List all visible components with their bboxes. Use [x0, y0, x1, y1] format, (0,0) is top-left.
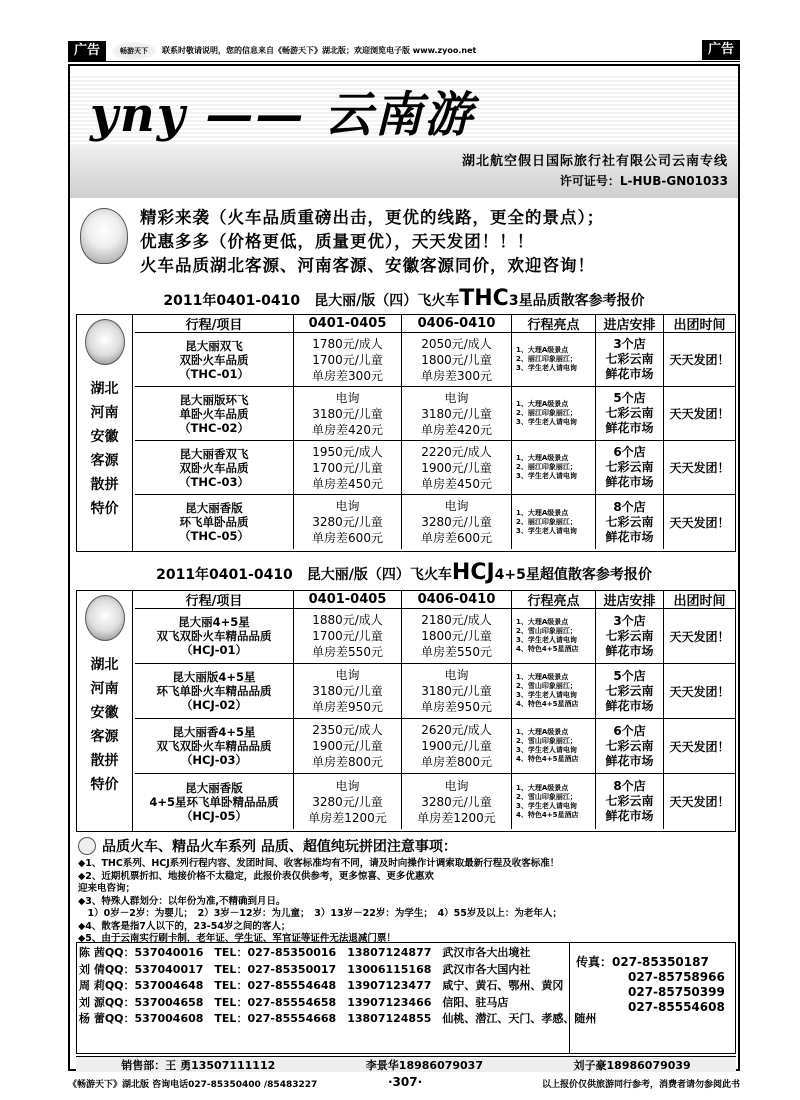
route-name-line: 昆大丽版4+5星	[172, 670, 256, 684]
price-line: 单房差600元	[312, 531, 383, 545]
highlights	[511, 664, 595, 718]
column-header: 0401-0405	[293, 591, 401, 608]
route-name	[135, 774, 293, 829]
highlight-line: 4、特色4+5星酒店	[516, 810, 579, 819]
price-line: 1700元/儿童	[312, 352, 383, 367]
price-line: 单房差450元	[421, 476, 492, 491]
highlight-line: 2、丽江印象丽江；	[516, 463, 577, 471]
shop-line: 鲜花市场	[605, 529, 654, 544]
price-line: 1800元/儿童	[421, 629, 492, 643]
price-line: 单房差600元	[421, 531, 492, 545]
route-name-line: （THC-02）	[179, 420, 249, 435]
highlight-line: 1、大理A级景点	[516, 728, 569, 736]
column-header: 行程/项目	[135, 591, 293, 608]
price-line: 2350元/成人	[312, 723, 383, 737]
fax-line-1: 传真：027-85350187	[576, 955, 709, 969]
table-header-row	[135, 591, 735, 609]
table-row	[135, 774, 735, 829]
side-text: 安徽	[90, 429, 119, 445]
hcj-price-table	[76, 590, 736, 832]
highlight-line: 4、特色4+5星酒店	[516, 700, 579, 708]
route-name-line: （HCJ-03）	[180, 753, 248, 767]
route-name-line: 双卧火车品质	[179, 352, 249, 367]
page-number: ·307·	[388, 1075, 423, 1089]
price-line: 单房差950元	[421, 700, 492, 714]
promo-line-3: 火车品质湖北客源、河南客源、安徽客源同价，欢迎咨询！	[140, 256, 595, 275]
route-name	[135, 664, 293, 718]
side-text: 湖北	[90, 657, 119, 673]
highlight-line: 2、雪山印象丽江；	[516, 792, 577, 801]
shop-line: 8个店	[613, 499, 646, 514]
route-name-line: 环飞单卧火车精品品质	[156, 684, 272, 698]
shop-line: 6个店	[613, 445, 646, 459]
departure: 天天发团！	[663, 719, 735, 773]
price-line: 单房差550元	[421, 645, 492, 659]
thc-side-label	[77, 315, 133, 551]
side-text: 安徽	[90, 705, 119, 721]
route-name-line: 昆大丽4+5星	[178, 615, 250, 629]
highlight-line: 1、大理A级景点	[516, 508, 569, 517]
price-line: 2050元/成人	[421, 336, 492, 351]
route-name-line: （HCJ-01）	[180, 643, 248, 657]
price-line: 3180元/儿童	[421, 406, 492, 421]
price-line: 电询	[335, 499, 360, 513]
highlight-line: 1、大理A级景点	[516, 400, 569, 408]
company-name: 湖北航空假日国际旅行社有限公司云南专线	[461, 154, 728, 169]
price-line: 1700元/儿童	[312, 629, 383, 643]
side-text: 特价	[90, 501, 119, 517]
notice-section	[78, 836, 728, 946]
route-name-line: （HCJ-02）	[180, 698, 248, 712]
route-name	[135, 333, 293, 386]
price-line: 1900元/儿童	[421, 460, 492, 475]
side-text: 客源	[90, 453, 119, 469]
price-line: 1880元/成人	[312, 613, 383, 627]
notice-item: 1）0岁－2岁：为婴儿； 2）3岁－12岁：为儿童； 3）13岁－22岁：为学生； 4）55岁及以上：为老年人；	[78, 908, 562, 919]
price-line: 单房差950元	[312, 700, 383, 714]
top-bar	[68, 40, 740, 62]
contact-row: 周 莉QQ：537004648 TEL：027-85554648 13907123477 咸宁、黄石、鄂州、黄冈	[79, 979, 564, 992]
highlight-line: 1、大理A级景点	[516, 783, 569, 792]
price-line: 3180元/儿童	[421, 684, 492, 698]
highlights	[511, 333, 595, 386]
column-header: 出团时间	[663, 315, 735, 332]
notice-item: ◆3、特殊人群划分：以年份为准,不精确到月日。	[78, 895, 286, 907]
price-period-1	[293, 333, 401, 386]
price-period-1	[293, 387, 401, 440]
shop-line: 七彩云南	[605, 628, 654, 643]
contact-row: 刘 倩QQ：537040017 TEL：027-85350017 13006115168 武汉市各大国内社	[79, 962, 531, 976]
shop-line: 8个店	[613, 779, 646, 793]
route-name	[135, 495, 293, 549]
price-period-1	[293, 719, 401, 773]
route-name-line: 单卧火车品质	[179, 406, 249, 421]
price-line: 1900元/儿童	[312, 739, 383, 753]
price-line: 1900元/儿童	[421, 739, 492, 753]
highlight-line: 3、学生老人请电询	[516, 364, 577, 372]
notice-item: ◆1、THC系列、HCJ系列行程内容、发团时间、收客标准均有不同，请及时向操作计调索取最新行程及收客标准！	[78, 858, 560, 869]
column-header: 0406-0410	[401, 315, 511, 332]
route-name-line: （THC-05）	[179, 529, 249, 543]
price-line: 3180元/儿童	[312, 406, 383, 421]
notice-item: 迎来电咨询；	[78, 883, 136, 894]
route-name-line: （THC-01）	[179, 366, 249, 381]
shop-line: 七彩云南	[605, 514, 654, 529]
price-period-2	[401, 495, 511, 549]
price-line: 电询	[335, 390, 360, 405]
highlights	[511, 387, 595, 440]
price-line: 3180元/儿童	[312, 684, 383, 698]
highlight-line: 3、学生老人请电询	[516, 801, 577, 810]
price-line: 3280元/儿童	[421, 515, 492, 529]
departure: 天天发团！	[663, 609, 735, 663]
price-period-2	[401, 441, 511, 494]
table-row	[135, 387, 735, 441]
price-line: 电询	[444, 778, 469, 793]
highlight-line: 4、特色4+5星酒店	[516, 755, 579, 763]
shop-line: 鲜花市场	[605, 809, 654, 823]
shopping	[595, 441, 663, 494]
price-line: 单房差300元	[421, 368, 492, 383]
fax-block	[569, 943, 735, 1053]
header-banner	[70, 66, 738, 198]
footer-left: 《畅游天下》湖北版 咨询电话027-85350400 /85483227	[68, 1080, 318, 1090]
price-period-1	[293, 774, 401, 829]
shopping	[595, 719, 663, 773]
price-line: 1950元/成人	[312, 444, 383, 459]
notice-item: ◆2、近期机票折扣、地接价格不太稳定，此报价表仅供参考，更多惊喜、更多优惠欢	[78, 870, 434, 882]
highlight-line: 2、雪山印象丽江；	[516, 682, 577, 690]
highlight-line: 1、大理A级景点	[516, 673, 569, 681]
highlight-line: 3、学生老人请电询	[516, 472, 577, 480]
column-header: 出团时间	[663, 591, 735, 608]
shop-line: 七彩云南	[605, 738, 654, 753]
highlight-line: 3、学生老人请电询	[516, 636, 577, 644]
shop-line: 鲜花市场	[605, 367, 654, 381]
route-name	[135, 719, 293, 773]
price-line: 2620元/成人	[421, 723, 492, 737]
notice-title: 品质火车、精品火车系列 品质、超值纯玩拼团注意事项：	[102, 839, 457, 855]
contacts-box	[76, 942, 736, 1054]
brand-title: yny —— 云南游	[90, 87, 475, 143]
column-header: 行程亮点	[511, 315, 595, 332]
ad-tag-right: 广告	[702, 40, 740, 60]
price-period-2	[401, 664, 511, 718]
price-period-2	[401, 719, 511, 773]
sales-contact: 刘子豪18986079039	[573, 1059, 691, 1072]
highlight-line: 2、丽江印象丽江；	[516, 355, 577, 363]
route-name-line: 昆大丽香4+5星	[172, 725, 256, 739]
ad-frame	[68, 64, 740, 1071]
notice-item: ◆5、由于云南实行刷卡制，老年证、学生证、军官证等证件无法退减门票！	[78, 933, 396, 944]
shop-line: 鲜花市场	[605, 698, 654, 713]
highlight-line: 1、大理A级景点	[516, 346, 569, 354]
column-header: 进店安排	[595, 315, 663, 332]
shopping	[595, 609, 663, 663]
highlight-line: 3、学生老人请电询	[516, 418, 577, 426]
price-line: 3280元/儿童	[312, 794, 383, 809]
price-period-2	[401, 774, 511, 829]
price-line: 电询	[444, 499, 469, 513]
route-name	[135, 609, 293, 663]
shop-line: 3个店	[613, 337, 646, 351]
shop-line: 5个店	[613, 391, 646, 405]
price-period-2	[401, 387, 511, 440]
shop-line: 鲜花市场	[605, 421, 654, 435]
route-name-line: 双卧火车品质	[179, 460, 249, 475]
shopping	[595, 387, 663, 440]
highlight-line: 4、特色4+5星酒店	[516, 645, 579, 653]
page-footer	[68, 1077, 740, 1091]
price-line: 单房差550元	[312, 645, 383, 659]
side-text: 河南	[90, 405, 119, 421]
highlight-line: 1、大理A级景点	[516, 454, 569, 462]
departure: 天天发团！	[663, 774, 735, 829]
departure: 天天发团！	[663, 664, 735, 718]
price-line: 单房差420元	[312, 422, 383, 437]
highlight-line: 3、学生老人请电询	[516, 746, 577, 754]
price-period-2	[401, 333, 511, 386]
price-line: 2220元/成人	[421, 444, 492, 459]
side-text: 客源	[90, 729, 119, 745]
footer-right: 以上报价仅供旅游同行参考，消费者请勿参阅此书	[541, 1080, 740, 1090]
highlight-line: 1、大理A级景点	[516, 618, 569, 626]
shopping	[595, 495, 663, 549]
side-text: 河南	[90, 681, 119, 697]
promo-line-1: 精彩来袭（火车品质重磅出击，更优的线路，更全的景点）；	[140, 208, 605, 227]
shopping	[595, 333, 663, 386]
price-line: 单房差800元	[421, 755, 492, 769]
table-row	[135, 495, 735, 549]
magazine-logo: 畅游天下	[112, 42, 156, 60]
price-line: 电询	[335, 778, 360, 793]
table-row	[135, 664, 735, 719]
route-name-line: （THC-03）	[179, 474, 249, 489]
price-period-1	[293, 495, 401, 549]
price-line: 电询	[444, 390, 469, 405]
price-line: 1700元/儿童	[312, 460, 383, 475]
highlight-line: 2、丽江印象丽江；	[516, 517, 577, 526]
route-name	[135, 441, 293, 494]
cartoon-icon	[85, 595, 125, 641]
promo-block	[80, 206, 730, 284]
license-number: 许可证号：L-HUB-GN01033	[559, 174, 728, 188]
highlights	[511, 441, 595, 494]
price-line: 2180元/成人	[421, 613, 492, 627]
route-name-line: （HCJ-05）	[180, 808, 248, 823]
shopping	[595, 664, 663, 718]
promo-line-2: 优惠多多（价格更低，质量更优），天天发团！！！	[140, 232, 535, 251]
shop-line: 5个店	[613, 668, 646, 683]
hcj-section-title: 2011年0401-0410 昆大丽/版（四）飞火车HCJ4+5星超值散客参考报价	[156, 560, 652, 585]
shop-line: 七彩云南	[605, 406, 654, 420]
route-name-line: 双飞双卧火车精品品质	[156, 739, 272, 753]
table-row	[135, 609, 735, 664]
shopping	[595, 774, 663, 829]
sales-contact: 李景华18986079037	[365, 1059, 483, 1072]
route-name-line: 昆大丽香版	[185, 780, 243, 795]
thc-price-table	[76, 314, 736, 552]
route-name-line: 双飞双卧火车精品品质	[156, 629, 272, 643]
price-period-1	[293, 664, 401, 718]
price-line: 单房差420元	[421, 422, 492, 437]
highlights	[511, 495, 595, 549]
contact-row: 刘 源QQ：537004658 TEL：027-85554658 13907123466 信阳、驻马店	[79, 995, 509, 1009]
table-row	[135, 719, 735, 774]
shop-line: 七彩云南	[605, 460, 654, 474]
price-line: 1800元/儿童	[421, 352, 492, 367]
price-line: 电询	[444, 668, 469, 682]
price-line: 单房差1200元	[417, 810, 496, 825]
side-text: 散拼	[90, 477, 119, 493]
shop-line: 七彩云南	[605, 794, 654, 808]
table-header-row	[135, 315, 735, 333]
shop-line: 七彩云南	[605, 352, 654, 366]
price-period-1	[293, 441, 401, 494]
route-name-line: 昆大丽香版	[185, 501, 243, 515]
table-row	[135, 441, 735, 495]
highlights	[511, 774, 595, 829]
column-header: 0406-0410	[401, 591, 511, 608]
cartoon-icon	[85, 319, 125, 365]
shop-line: 七彩云南	[605, 683, 654, 698]
route-name-line: 昆大丽版环飞	[179, 392, 249, 407]
departure: 天天发团！	[663, 387, 735, 440]
highlight-line: 3、学生老人请电询	[516, 691, 577, 699]
highlights	[511, 719, 595, 773]
mascot-icon	[80, 208, 128, 264]
price-line: 1780元/成人	[312, 336, 383, 351]
table-row	[135, 333, 735, 387]
ad-tag-left: 广告	[68, 41, 106, 61]
fax-line-4: 027-85554608	[628, 1000, 725, 1014]
thc-section-title: 2011年0401-0410 昆大丽/版（四）飞火车THC3星品质散客参考报价	[163, 286, 645, 311]
price-period-1	[293, 609, 401, 663]
price-line: 单房差450元	[312, 476, 383, 491]
column-header: 行程/项目	[135, 315, 293, 332]
shop-line: 6个店	[613, 723, 646, 738]
smiley-icon	[78, 837, 96, 855]
side-text: 散拼	[90, 753, 119, 769]
departure: 天天发团！	[663, 333, 735, 386]
sales-dept	[76, 1056, 736, 1072]
fax-line-3: 027-85750399	[628, 985, 725, 999]
price-line: 单房差800元	[312, 755, 383, 769]
highlight-line: 2、雪山印象丽江；	[516, 627, 577, 635]
highlight-line: 3、学生老人请电询	[516, 526, 577, 535]
sales-contact: 销售部：王 勇13507111112	[121, 1059, 276, 1072]
route-name-line: 4+5星环飞单卧精品品质	[149, 794, 279, 809]
shop-line: 鲜花市场	[605, 475, 654, 489]
side-text: 湖北	[90, 381, 119, 397]
top-note: 联系时敬请说明，您的信息来自《畅游天下》湖北版；欢迎浏览电子版 www.zyoo.net	[162, 46, 477, 55]
highlights	[511, 609, 595, 663]
route-name-line: 昆大丽香双飞	[179, 446, 249, 461]
price-line: 3280元/儿童	[421, 794, 492, 809]
highlight-line: 2、雪山印象丽江；	[516, 737, 577, 745]
price-line: 单房差1200元	[308, 810, 387, 825]
route-name-line: 昆大丽双飞	[185, 338, 243, 353]
contact-row: 杨 蕾QQ：537004608 TEL：027-85554668 13807124855 仙桃、潜江、天门、孝感、随州	[79, 1012, 597, 1025]
route-name-line: 环飞单卧品质	[179, 515, 249, 529]
departure: 天天发团！	[663, 495, 735, 549]
notice-item: ◆4、散客是指7人以下的，23-54岁之间的客人；	[78, 920, 291, 932]
price-line: 电询	[335, 668, 360, 682]
hcj-side-label	[77, 591, 133, 831]
shop-line: 鲜花市场	[605, 643, 654, 658]
price-line: 单房差300元	[312, 368, 383, 383]
route-name	[135, 387, 293, 440]
highlight-line: 2、丽江印象丽江；	[516, 409, 577, 417]
column-header: 0401-0405	[293, 315, 401, 332]
column-header: 进店安排	[595, 591, 663, 608]
price-period-2	[401, 609, 511, 663]
column-header: 行程亮点	[511, 591, 595, 608]
shop-line: 鲜花市场	[605, 753, 654, 768]
side-text: 特价	[90, 777, 119, 793]
price-line: 3280元/儿童	[312, 515, 383, 529]
departure: 天天发团！	[663, 441, 735, 494]
contact-row: 陈 茜QQ：537040016 TEL：027-85350016 13807124877 武汉市各大出境社	[79, 946, 531, 959]
shop-line: 3个店	[613, 613, 646, 628]
fax-line-2: 027-85758966	[628, 970, 725, 984]
